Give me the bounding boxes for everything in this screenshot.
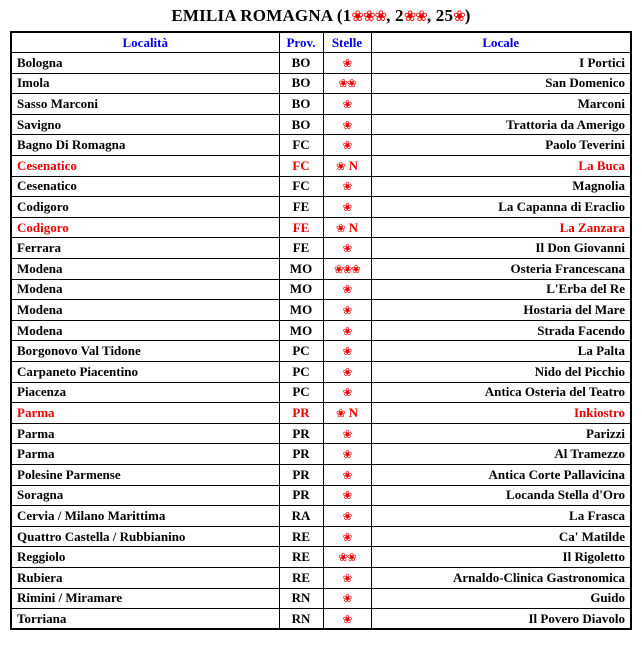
- star-icon: ❀: [342, 426, 352, 441]
- cell-localita: Reggiolo: [11, 547, 279, 568]
- cell-stelle: [323, 526, 371, 547]
- cell-prov: MO: [279, 259, 323, 280]
- cell-localita: Cesenatico: [11, 176, 279, 197]
- cell-prov: RN: [279, 588, 323, 609]
- cell-locale: Antica Corte Pallavicina: [371, 464, 631, 485]
- cell-prov: FC: [279, 135, 323, 156]
- star-icon: ❀: [342, 200, 352, 215]
- cell-localita: Torriana: [11, 609, 279, 630]
- cell-stelle: [323, 73, 371, 94]
- cell-localita: Parma: [11, 444, 279, 465]
- star-icon: ❀: [335, 220, 345, 235]
- table-row: [11, 217, 631, 238]
- cell-prov: PC: [279, 341, 323, 362]
- table-row: [11, 300, 631, 321]
- column-header-locale: Locale: [371, 32, 631, 53]
- star-icon: ❀: [342, 241, 352, 256]
- table-row: [11, 506, 631, 527]
- star-icon: ❀: [342, 488, 352, 503]
- star-icon: ❀: [342, 344, 352, 359]
- cell-localita: Modena: [11, 300, 279, 321]
- cell-prov: MO: [279, 279, 323, 300]
- new-marker: N: [348, 404, 359, 420]
- table-row: [11, 485, 631, 506]
- cell-prov: PR: [279, 485, 323, 506]
- title-star-count: 2: [395, 6, 404, 25]
- table-row: [11, 176, 631, 197]
- cell-localita: Borgonovo Val Tidone: [11, 341, 279, 362]
- cell-locale: Al Tramezzo: [371, 444, 631, 465]
- cell-localita: Rimini / Miramare: [11, 588, 279, 609]
- cell-locale: Nido del Picchio: [371, 362, 631, 383]
- cell-locale: I Portici: [371, 53, 631, 74]
- cell-prov: PC: [279, 362, 323, 383]
- cell-localita: Ferrara: [11, 238, 279, 259]
- cell-localita: Piacenza: [11, 382, 279, 403]
- table-row: [11, 320, 631, 341]
- cell-stelle: [323, 279, 371, 300]
- new-marker: N: [348, 157, 359, 173]
- cell-locale: La Zanzara: [371, 217, 631, 238]
- cell-stelle: [323, 238, 371, 259]
- restaurants-table: [10, 31, 632, 630]
- cell-localita: Codigoro: [11, 197, 279, 218]
- new-marker: N: [348, 219, 359, 235]
- cell-locale: Il Rigoletto: [371, 547, 631, 568]
- star-icon: ❀: [335, 158, 345, 173]
- cell-prov: RE: [279, 547, 323, 568]
- cell-locale: Il Povero Diavolo: [371, 609, 631, 630]
- cell-locale: Hostaria del Mare: [371, 300, 631, 321]
- cell-stelle: [323, 341, 371, 362]
- table-row: [11, 156, 631, 177]
- table-row: [11, 53, 631, 74]
- cell-prov: RA: [279, 506, 323, 527]
- cell-locale: Antica Osteria del Teatro: [371, 382, 631, 403]
- cell-localita: Parma: [11, 403, 279, 424]
- cell-locale: Marconi: [371, 94, 631, 115]
- table-header-row: [11, 32, 631, 53]
- cell-locale: Osteria Francescana: [371, 259, 631, 280]
- star-icon: ❀: [342, 323, 352, 338]
- table-row: [11, 382, 631, 403]
- page-title: [0, 0, 642, 26]
- star-icon: ❀❀: [338, 76, 356, 91]
- cell-localita: Polesine Parmense: [11, 464, 279, 485]
- cell-locale: La Capanna di Eraclio: [371, 197, 631, 218]
- column-header-localita: Località: [11, 32, 279, 53]
- cell-stelle: [323, 53, 371, 74]
- cell-locale: La Buca: [371, 156, 631, 177]
- cell-localita: Sasso Marconi: [11, 94, 279, 115]
- table-row: [11, 341, 631, 362]
- cell-stelle: [323, 176, 371, 197]
- cell-stelle: [323, 464, 371, 485]
- cell-stelle: [323, 423, 371, 444]
- cell-stelle: [323, 485, 371, 506]
- cell-prov: PC: [279, 382, 323, 403]
- cell-localita: Carpaneto Piacentino: [11, 362, 279, 383]
- cell-prov: FE: [279, 197, 323, 218]
- star-icon: ❀: [342, 611, 352, 626]
- star-icon: ❀❀❀: [334, 261, 360, 276]
- table-row: [11, 135, 631, 156]
- cell-stelle: [323, 609, 371, 630]
- table-row: [11, 197, 631, 218]
- star-icon: ❀: [342, 385, 352, 400]
- cell-localita: Rubiera: [11, 567, 279, 588]
- cell-prov: PR: [279, 423, 323, 444]
- title-star-summary: (1❀❀❀, 2❀❀, 25❀): [332, 6, 471, 25]
- cell-localita: Bagno Di Romagna: [11, 135, 279, 156]
- star-icon: ❀: [342, 364, 352, 379]
- table-row: [11, 403, 631, 424]
- cell-prov: RE: [279, 526, 323, 547]
- cell-locale: L'Erba del Re: [371, 279, 631, 300]
- star-icon: ❀: [342, 117, 352, 132]
- cell-stelle: [323, 567, 371, 588]
- cell-prov: FE: [279, 238, 323, 259]
- star-icon: ❀: [342, 138, 352, 153]
- cell-locale: Strada Facendo: [371, 320, 631, 341]
- star-icon: ❀: [342, 508, 352, 523]
- cell-stelle: [323, 444, 371, 465]
- cell-locale: Locanda Stella d'Oro: [371, 485, 631, 506]
- cell-prov: RE: [279, 567, 323, 588]
- cell-localita: Savigno: [11, 114, 279, 135]
- table-row: [11, 567, 631, 588]
- title-star-count: 1: [342, 6, 352, 25]
- table-row: [11, 73, 631, 94]
- cell-locale: Magnolia: [371, 176, 631, 197]
- table-row: [11, 444, 631, 465]
- cell-prov: FE: [279, 217, 323, 238]
- star-icon: ❀: [342, 55, 352, 70]
- cell-locale: Il Don Giovanni: [371, 238, 631, 259]
- table-row: [11, 362, 631, 383]
- cell-localita: Parma: [11, 423, 279, 444]
- cell-stelle: [323, 362, 371, 383]
- cell-localita: Modena: [11, 279, 279, 300]
- cell-prov: RN: [279, 609, 323, 630]
- table-row: [11, 259, 631, 280]
- star-icon: ❀: [342, 467, 352, 482]
- column-header-stelle: Stelle: [323, 32, 371, 53]
- cell-prov: PR: [279, 464, 323, 485]
- cell-prov: FC: [279, 156, 323, 177]
- table-row: [11, 114, 631, 135]
- cell-prov: PR: [279, 403, 323, 424]
- cell-stelle: [323, 382, 371, 403]
- cell-localita: Modena: [11, 320, 279, 341]
- cell-prov: PR: [279, 444, 323, 465]
- table-row: [11, 238, 631, 259]
- star-icon: ❀: [342, 179, 352, 194]
- cell-localita: Codigoro: [11, 217, 279, 238]
- cell-stelle: [323, 156, 371, 177]
- cell-locale: Arnaldo-Clinica Gastronomica: [371, 567, 631, 588]
- cell-stelle: [323, 94, 371, 115]
- cell-locale: Trattoria da Amerigo: [371, 114, 631, 135]
- star-icon: ❀: [342, 591, 352, 606]
- star-icon: ❀❀: [403, 7, 427, 25]
- star-icon: ❀: [342, 447, 352, 462]
- table-row: [11, 464, 631, 485]
- cell-prov: BO: [279, 94, 323, 115]
- cell-stelle: [323, 506, 371, 527]
- table-row: [11, 609, 631, 630]
- title-star-count: 25: [435, 6, 454, 25]
- table-row: [11, 526, 631, 547]
- table-row: [11, 279, 631, 300]
- cell-locale: Ca' Matilde: [371, 526, 631, 547]
- star-icon: ❀: [342, 97, 352, 112]
- star-icon: ❀: [335, 405, 345, 420]
- cell-locale: La Frasca: [371, 506, 631, 527]
- star-icon: ❀: [342, 282, 352, 297]
- table-body: [11, 53, 631, 630]
- cell-prov: BO: [279, 73, 323, 94]
- cell-prov: FC: [279, 176, 323, 197]
- cell-locale: Paolo Teverini: [371, 135, 631, 156]
- cell-stelle: [323, 320, 371, 341]
- title-region-text: EMILIA ROMAGNA: [171, 6, 333, 25]
- cell-stelle: [323, 259, 371, 280]
- cell-locale: La Palta: [371, 341, 631, 362]
- cell-prov: MO: [279, 320, 323, 341]
- cell-stelle: [323, 217, 371, 238]
- star-icon: ❀❀❀: [351, 7, 387, 25]
- cell-stelle: [323, 114, 371, 135]
- cell-localita: Cesenatico: [11, 156, 279, 177]
- cell-prov: BO: [279, 53, 323, 74]
- cell-stelle: [323, 197, 371, 218]
- column-header-prov: Prov.: [279, 32, 323, 53]
- table-row: [11, 588, 631, 609]
- table-row: [11, 423, 631, 444]
- table-row: [11, 94, 631, 115]
- cell-localita: Modena: [11, 259, 279, 280]
- star-icon: ❀❀: [338, 550, 356, 565]
- cell-stelle: [323, 588, 371, 609]
- star-icon: ❀: [342, 303, 352, 318]
- cell-locale: Inkiostro: [371, 403, 631, 424]
- cell-stelle: [323, 547, 371, 568]
- cell-localita: Soragna: [11, 485, 279, 506]
- cell-locale: Parizzi: [371, 423, 631, 444]
- star-icon: ❀: [342, 529, 352, 544]
- cell-localita: Cervia / Milano Marittima: [11, 506, 279, 527]
- cell-prov: BO: [279, 114, 323, 135]
- cell-locale: San Domenico: [371, 73, 631, 94]
- star-icon: ❀: [453, 7, 465, 25]
- cell-stelle: [323, 135, 371, 156]
- cell-locale: Guido: [371, 588, 631, 609]
- cell-stelle: [323, 300, 371, 321]
- cell-prov: MO: [279, 300, 323, 321]
- table-row: [11, 547, 631, 568]
- cell-localita: Imola: [11, 73, 279, 94]
- cell-localita: Bologna: [11, 53, 279, 74]
- cell-localita: Quattro Castella / Rubbianino: [11, 526, 279, 547]
- cell-stelle: [323, 403, 371, 424]
- star-icon: ❀: [342, 570, 352, 585]
